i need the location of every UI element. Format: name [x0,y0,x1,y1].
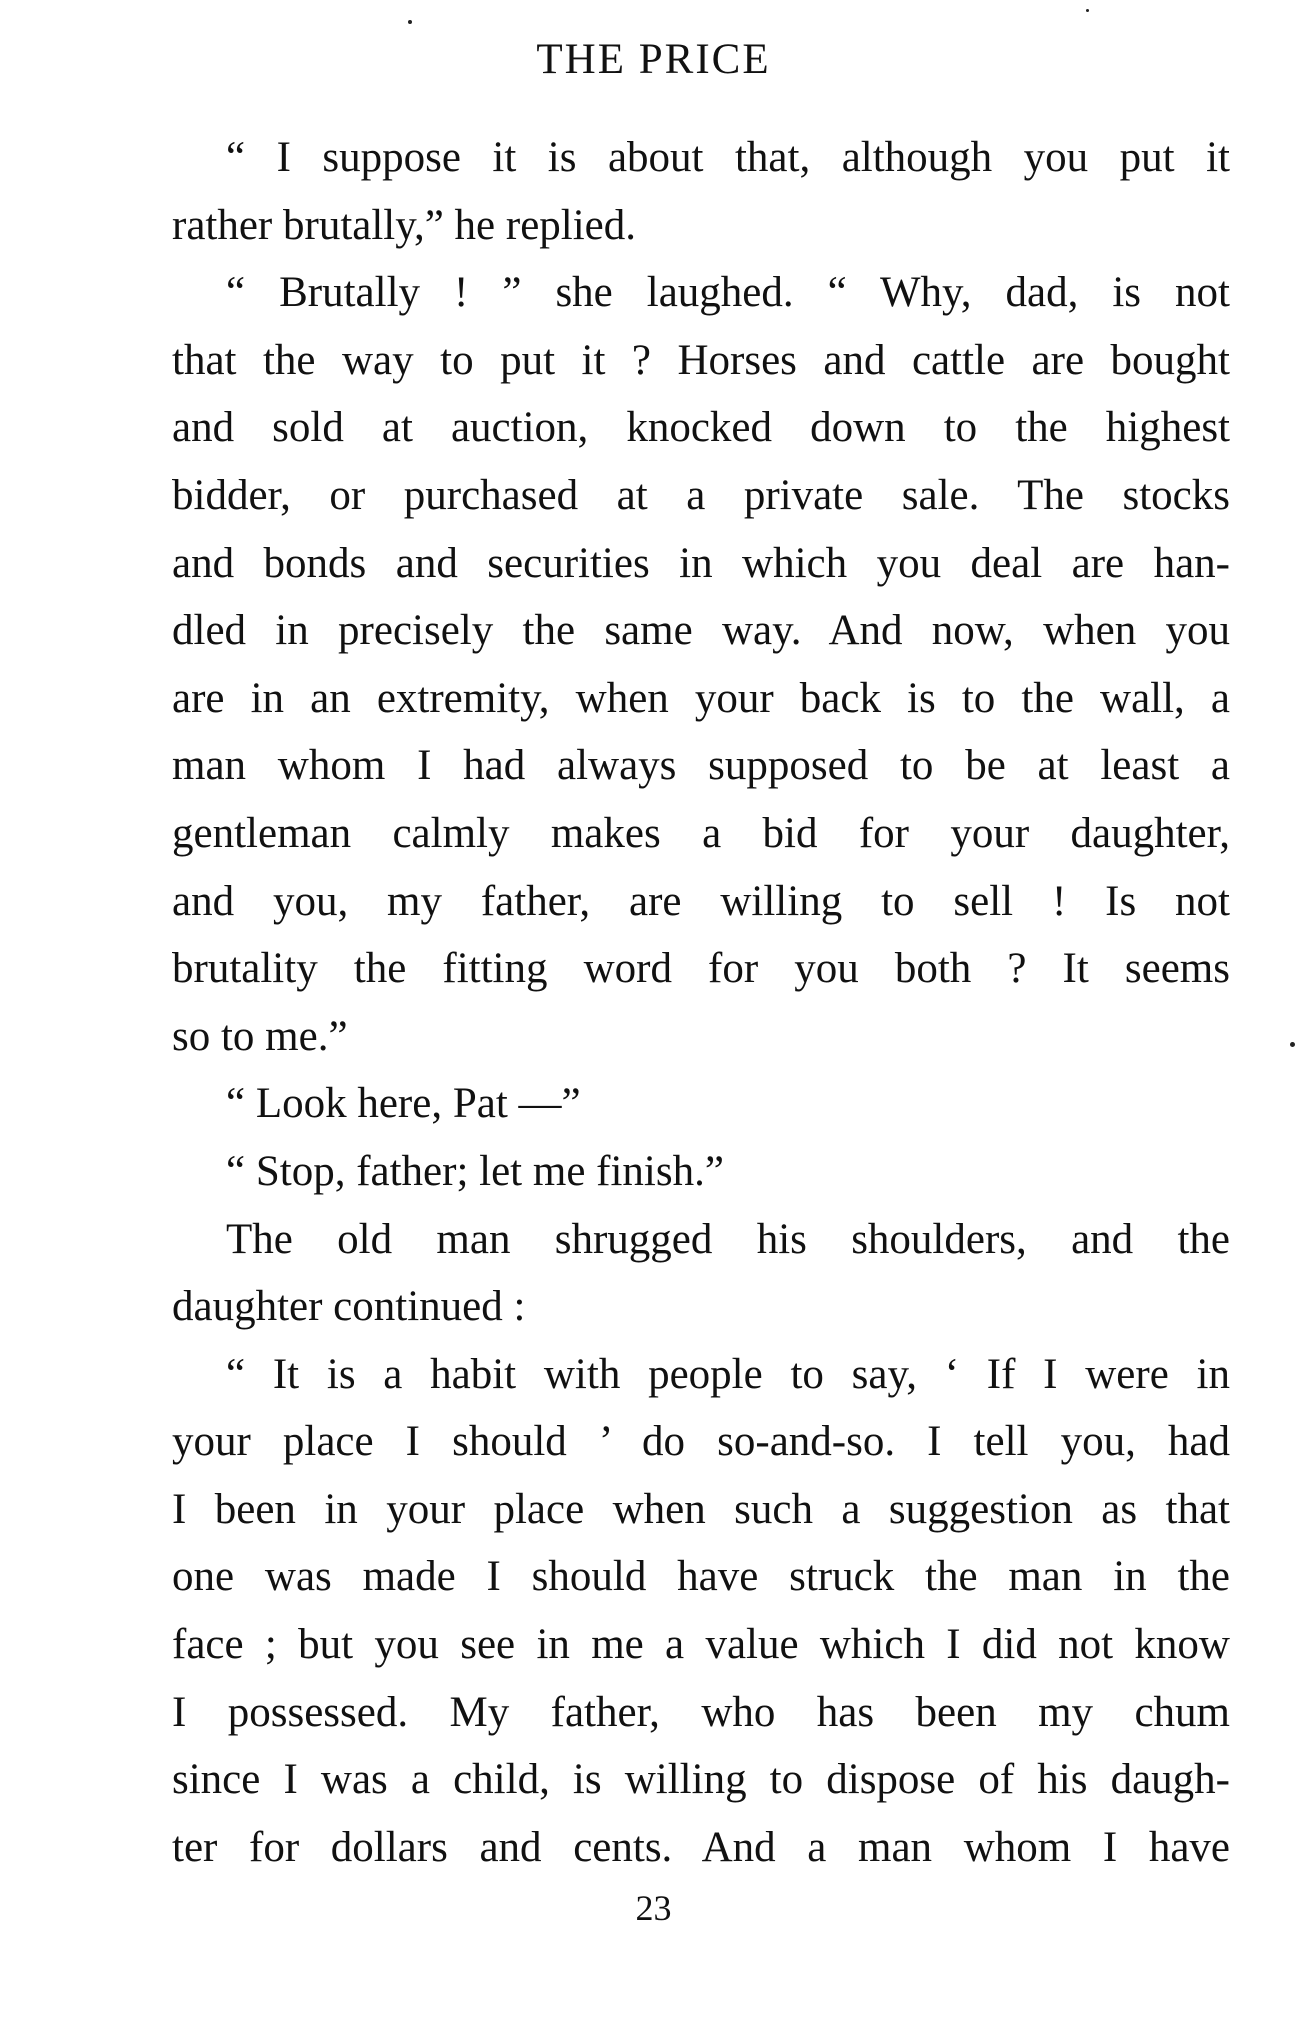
text-line: and sold at auction, knocked down to the highest [172,404,1230,452]
text-line: man whom I had always supposed to be at least a [172,742,1230,790]
text-line: one was made I should have struck the man in the [172,1553,1230,1601]
text-line: bidder, or purchased at a private sale. The stocks [172,471,1230,519]
text-line: your place I should ’ do so-and-so. I tell you, had [172,1418,1230,1466]
ink-speck [408,20,412,24]
text-line: “ Brutally ! ” she laughed. “ Why, dad, is not [226,269,1230,317]
text-line: dled in precisely the same way. And now, when you [172,607,1230,655]
text-line: since I was a child, is willing to dispose of his daugh- [172,1756,1230,1804]
text-line: I possessed. My father, who has been my chum [172,1688,1230,1736]
text-line: face ; but you see in me a value which I did not know [172,1621,1230,1669]
text-line: are in an extremity, when your back is to the wall, a [172,674,1230,722]
text-line: “ Stop, father; let me finish.” [226,1147,724,1195]
text-line: gentleman calmly makes a bid for your daughter, [172,809,1230,857]
ink-speck [1086,9,1089,12]
text-line: and bonds and securities in which you deal are han- [172,539,1230,587]
text-line: daughter continued : [172,1283,526,1331]
text-line: rather brutally,” he replied. [172,201,637,249]
text-line: “ I suppose it is about that, although you put it [226,134,1230,181]
text-line: and you, my father, are willing to sell ! Is not [172,877,1230,925]
text-line: ter for dollars and cents. And a man whom I have [172,1823,1230,1871]
text-line: I been in your place when such a suggestion as that [172,1485,1230,1533]
text-line: The old man shrugged his shoulders, and the [226,1215,1230,1263]
text-line: brutality the fitting word for you both ? It seems [172,945,1230,993]
page-number: 23 [635,1888,672,1928]
ink-speck [1290,1042,1295,1047]
body-text [172,124,1230,1881]
text-line: so to me.” [172,1012,348,1060]
running-head: THE PRICE [536,36,771,83]
text-line: “ Look here, Pat —” [226,1080,581,1128]
text-line: “ It is a habit with people to say, ‘ If I were in [226,1350,1230,1398]
text-line: that the way to put it ? Horses and cattle are bought [172,336,1230,384]
